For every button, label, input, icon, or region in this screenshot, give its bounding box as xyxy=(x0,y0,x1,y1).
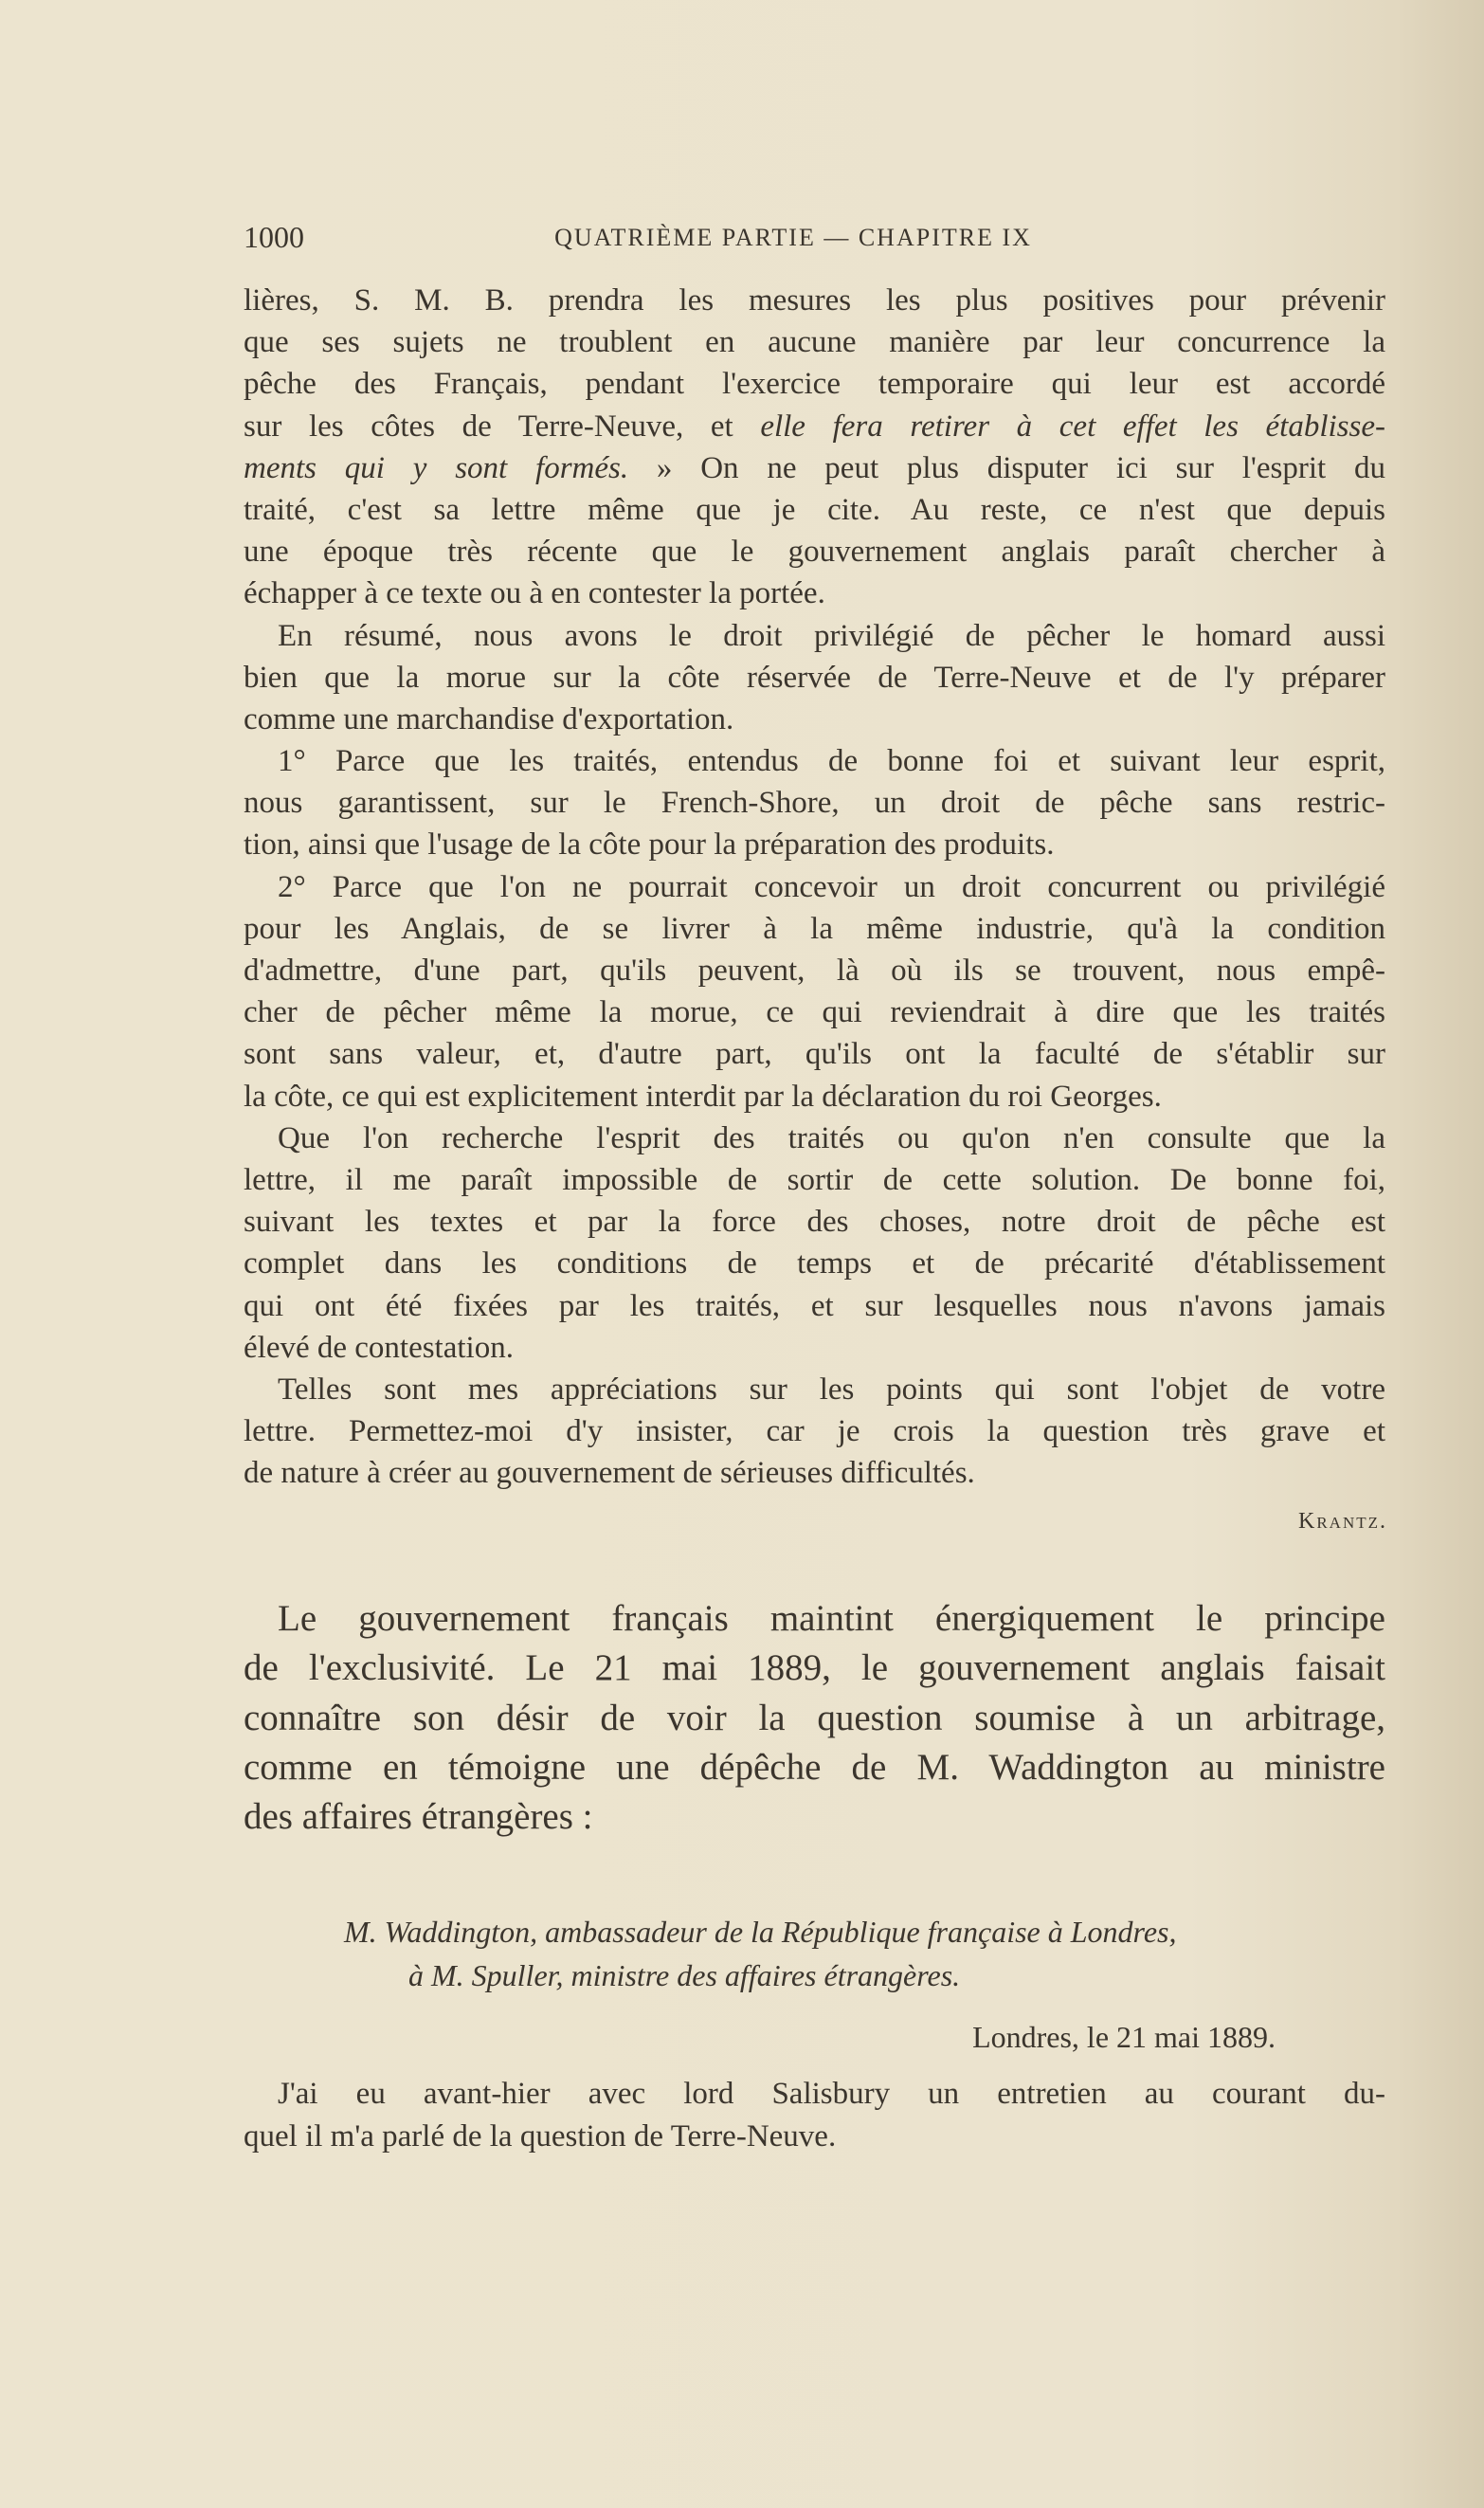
text: complet dans les conditions de temps et de précarité d'établissement xyxy=(244,1246,1385,1281)
text: la côte, ce qui est explicitement interdit par la déclaration du roi Georges. xyxy=(244,1079,1162,1114)
text-line xyxy=(244,489,1385,531)
text-line xyxy=(244,657,1385,699)
text: des affaires étrangères : xyxy=(244,1796,593,1838)
text-line xyxy=(244,1076,1385,1118)
text-line xyxy=(244,280,1385,321)
text-line xyxy=(244,406,1385,447)
text-line xyxy=(244,615,1385,657)
text: lettre, il me paraît impossible de sortir de cette solution. De bonne foi, xyxy=(244,1162,1385,1197)
italic-text: elle fera retirer à cet effet les établisse- xyxy=(760,409,1386,444)
text-line xyxy=(244,1201,1385,1243)
text: à M. Spuller, ministre des affaires étrangères. xyxy=(408,1958,961,1992)
dispatch-body xyxy=(244,2073,1385,2158)
narrative-paragraph xyxy=(244,1594,1385,1842)
text-line xyxy=(244,572,1385,614)
text: M. Waddington, ambassadeur de la République française à Londres, xyxy=(344,1915,1177,1949)
italic-text: ments qui y sont formés. xyxy=(244,450,629,485)
text: lières, S. M. B. prendra les mesures les plus positives pour prévenir xyxy=(244,283,1385,318)
text: pêche des Français, pendant l'exercice temporaire qui leur est accordé xyxy=(244,367,1385,402)
text-line xyxy=(244,991,1385,1033)
page-header xyxy=(244,220,1385,262)
text-line xyxy=(244,1594,1385,1644)
text: connaître son désir de voir la question soumise à un arbitrage, xyxy=(244,1697,1385,1738)
text-line xyxy=(244,321,1385,363)
text-line xyxy=(244,531,1385,572)
text: Le gouvernement français maintint énergiquement le principe xyxy=(278,1598,1385,1639)
text: de l'exclusivité. Le 21 mai 1889, le gouvernement anglais faisait xyxy=(244,1647,1385,1689)
text-line xyxy=(244,824,1385,865)
text-line xyxy=(244,950,1385,991)
text-line xyxy=(244,1910,1385,1954)
dispatch-heading xyxy=(244,1910,1385,1997)
text: sur les côtes de Terre-Neuve, et xyxy=(244,409,761,444)
text-line xyxy=(244,1033,1385,1075)
text: pour les Anglais, de se livrer à la même industrie, qu'à la condition xyxy=(244,911,1385,946)
text-line xyxy=(244,740,1385,782)
text-line xyxy=(244,1159,1385,1201)
text: sont sans valeur, et, d'autre part, qu'ils ont la faculté de s'établir sur xyxy=(244,1037,1385,1072)
text-line xyxy=(244,699,1385,740)
text-line xyxy=(244,866,1385,908)
text: Telles sont mes appréciations sur les points qui sont l'objet de votre xyxy=(278,1372,1385,1407)
text-line xyxy=(244,2116,1385,2158)
text-line xyxy=(244,1369,1385,1410)
text-line xyxy=(244,1954,1385,1997)
text-line xyxy=(244,1792,1385,1842)
text-line xyxy=(244,1243,1385,1284)
letter-body-continued xyxy=(244,280,1385,1494)
text: lettre. Permettez-moi d'y insister, car je crois la question très grave et xyxy=(244,1414,1385,1449)
text: une époque très récente que le gouvernement anglais paraît chercher à xyxy=(244,535,1385,570)
text: nous garantissent, sur le French-Shore, un droit de pêche sans restric- xyxy=(244,786,1385,821)
text: suivant les textes et par la force des choses, notre droit de pêche est xyxy=(244,1205,1385,1240)
text: cher de pêcher même la morue, ce qui reviendrait à dire que les traités xyxy=(244,995,1385,1030)
text-line xyxy=(244,1452,1385,1494)
dateline: Londres, le 21 mai 1889. xyxy=(972,2020,1276,2054)
text: » On ne peut plus disputer ici sur l'esprit du xyxy=(628,450,1385,485)
text-line xyxy=(244,1743,1385,1792)
text-line xyxy=(244,2073,1385,2116)
text: qui ont été fixées par les traités, et sur lesquelles nous n'avons jamais xyxy=(244,1288,1385,1323)
text-line xyxy=(244,363,1385,405)
text: J'ai eu avant-hier avec lord Salisbury un entretien au courant du- xyxy=(278,2077,1385,2111)
text-line xyxy=(244,908,1385,950)
text-line xyxy=(244,1644,1385,1693)
text-line xyxy=(244,1118,1385,1159)
text: traité, c'est sa lettre même que je cite. Au reste, ce n'est que depuis xyxy=(244,492,1385,527)
text-line xyxy=(244,1410,1385,1452)
text: quel il m'a parlé de la question de Terre-Neuve. xyxy=(244,2119,837,2154)
text: comme en témoigne une dépêche de M. Waddington au ministre xyxy=(244,1746,1385,1788)
text: bien que la morue sur la côte réservée de Terre-Neuve et de l'y préparer xyxy=(244,660,1385,695)
signature: Krantz. xyxy=(1298,1509,1387,1534)
text: 2° Parce que l'on ne pourrait concevoir un droit concurrent ou privilégié xyxy=(278,869,1385,904)
text: échapper à ce texte ou à en contester la portée. xyxy=(244,576,825,611)
text: que ses sujets ne troublent en aucune manière par leur concurrence la xyxy=(244,325,1385,360)
text-line xyxy=(244,447,1385,489)
page-number: 1000 xyxy=(244,220,304,254)
text: En résumé, nous avons le droit privilégié de pêcher le homard aussi xyxy=(278,618,1385,653)
text: tion, ainsi que l'usage de la côte pour la préparation des produits. xyxy=(244,827,1055,863)
text-line xyxy=(244,782,1385,824)
text: d'admettre, d'une part, qu'ils peuvent, là où ils se trouvent, nous empê- xyxy=(244,954,1385,988)
text: comme une marchandise d'exportation. xyxy=(244,701,734,736)
text: Que l'on recherche l'esprit des traités ou qu'on n'en consulte que la xyxy=(278,1120,1385,1155)
running-title: QUATRIÈME PARTIE — CHAPITRE IX xyxy=(554,224,1032,251)
text-line xyxy=(244,1327,1385,1369)
text: de nature à créer au gouvernement de sérieuses difficultés. xyxy=(244,1456,975,1491)
text: élevé de contestation. xyxy=(244,1330,514,1365)
text: 1° Parce que les traités, entendus de bonne foi et suivant leur esprit, xyxy=(278,744,1385,779)
text-line xyxy=(244,1285,1385,1327)
text-line xyxy=(244,1694,1385,1743)
